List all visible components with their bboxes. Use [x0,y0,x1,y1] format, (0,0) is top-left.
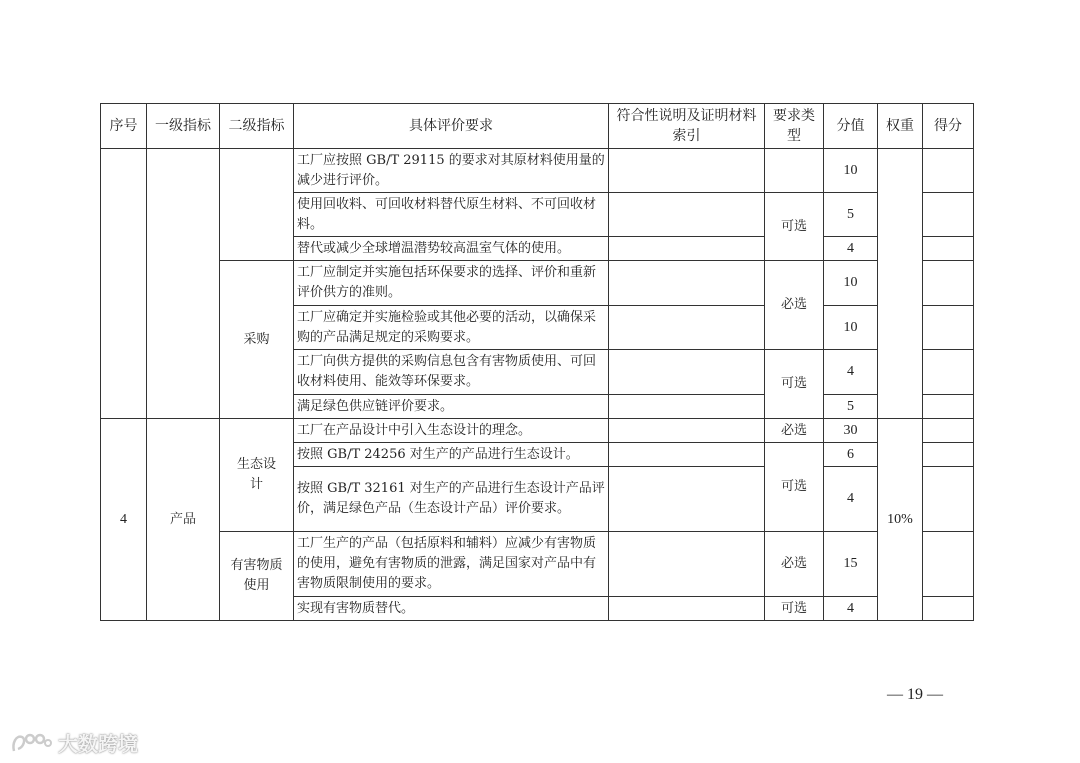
level2-eco-design: 生态设计 [220,419,294,532]
type-cell: 可选 [765,350,824,419]
type-cell: 可选 [765,193,824,261]
score-cell: 10 [824,261,878,306]
requirement-cell: 工厂应按照 GB/T 29115 的要求对其原材料使用量的减少进行评价。 [294,149,609,193]
header-seq: 序号 [101,104,147,149]
level2-cell-blank [220,149,294,261]
score-cell: 5 [824,395,878,419]
header-row [101,104,974,149]
evidence-cell[interactable] [609,419,765,443]
seq-cell-blank [101,149,147,419]
header-level1: 一级指标 [147,104,220,149]
evidence-cell[interactable] [609,350,765,395]
requirement-cell: 工厂生产的产品（包括原料和辅料）应减少有害物质的使用，避免有害物质的泄露，满足国家对产品中有害物质限制使用的要求。 [294,532,609,597]
type-cell: 必选 [765,261,824,350]
result-cell[interactable] [923,419,974,443]
seq-cell: 4 [101,419,147,621]
evidence-cell[interactable] [609,532,765,597]
level1-product: 产品 [147,419,220,621]
score-cell: 6 [824,443,878,467]
requirement-cell: 工厂应确定并实施检验或其他必要的活动，以确保采购的产品满足规定的采购要求。 [294,306,609,350]
header-level2: 二级指标 [220,104,294,149]
type-cell: 必选 [765,532,824,597]
header-evidence: 符合性说明及证明材料索引 [609,104,765,149]
evaluation-table [100,103,974,621]
header-score: 分值 [824,104,878,149]
result-cell[interactable] [923,467,974,532]
result-cell[interactable] [923,149,974,193]
result-cell[interactable] [923,443,974,467]
header-result: 得分 [923,104,974,149]
result-cell[interactable] [923,350,974,395]
watermark-logo-icon [10,731,54,755]
requirement-cell: 按照 GB/T 24256 对生产的产品进行生态设计。 [294,443,609,467]
requirement-cell: 实现有害物质替代。 [294,597,609,621]
table-row [101,261,974,306]
score-cell: 10 [824,306,878,350]
evidence-cell[interactable] [609,467,765,532]
type-cell: 必选 [765,419,824,443]
score-cell: 4 [824,597,878,621]
evidence-cell[interactable] [609,193,765,237]
level1-cell-blank [147,149,220,419]
result-cell[interactable] [923,395,974,419]
evidence-cell[interactable] [609,597,765,621]
evidence-cell[interactable] [609,261,765,306]
level2-procurement: 采购 [220,261,294,419]
header-weight: 权重 [878,104,923,149]
requirement-cell: 按照 GB/T 32161 对生产的产品进行生态设计产品评价，满足绿色产品（生态设计产品）评价要求。 [294,467,609,532]
result-cell[interactable] [923,193,974,237]
watermark [10,728,138,757]
result-cell[interactable] [923,597,974,621]
header-type: 要求类型 [765,104,824,149]
requirement-cell: 满足绿色供应链评价要求。 [294,395,609,419]
table-row [101,532,974,597]
weight-cell-blank [878,149,923,419]
score-cell: 4 [824,237,878,261]
table-row [101,419,974,443]
score-cell: 4 [824,467,878,532]
requirement-cell: 使用回收料、可回收材料替代原生材料、不可回收材料。 [294,193,609,237]
result-cell[interactable] [923,532,974,597]
score-cell: 10 [824,149,878,193]
requirement-cell: 工厂应制定并实施包括环保要求的选择、评价和重新评价供方的准则。 [294,261,609,306]
evidence-cell[interactable] [609,306,765,350]
evidence-cell[interactable] [609,237,765,261]
evidence-cell[interactable] [609,395,765,419]
table-row [101,149,974,193]
result-cell[interactable] [923,237,974,261]
header-requirement: 具体评价要求 [294,104,609,149]
evidence-cell[interactable] [609,443,765,467]
score-cell: 5 [824,193,878,237]
score-cell: 4 [824,350,878,395]
requirement-cell: 工厂向供方提供的采购信息包含有害物质使用、可回收材料使用、能效等环保要求。 [294,350,609,395]
requirement-cell: 替代或减少全球增温潜势较高温室气体的使用。 [294,237,609,261]
type-cell: 可选 [765,443,824,532]
weight-cell: 10% [878,419,923,621]
result-cell[interactable] [923,261,974,306]
page-number: — 19 — [887,686,943,703]
requirement-cell: 工厂在产品设计中引入生态设计的理念。 [294,419,609,443]
watermark-text: 大数跨境 [58,732,138,756]
score-cell: 30 [824,419,878,443]
result-cell[interactable] [923,306,974,350]
evidence-cell[interactable] [609,149,765,193]
type-cell: 可选 [765,597,824,621]
type-cell-blank [765,149,824,193]
level2-hazardous: 有害物质使用 [220,532,294,621]
score-cell: 15 [824,532,878,597]
